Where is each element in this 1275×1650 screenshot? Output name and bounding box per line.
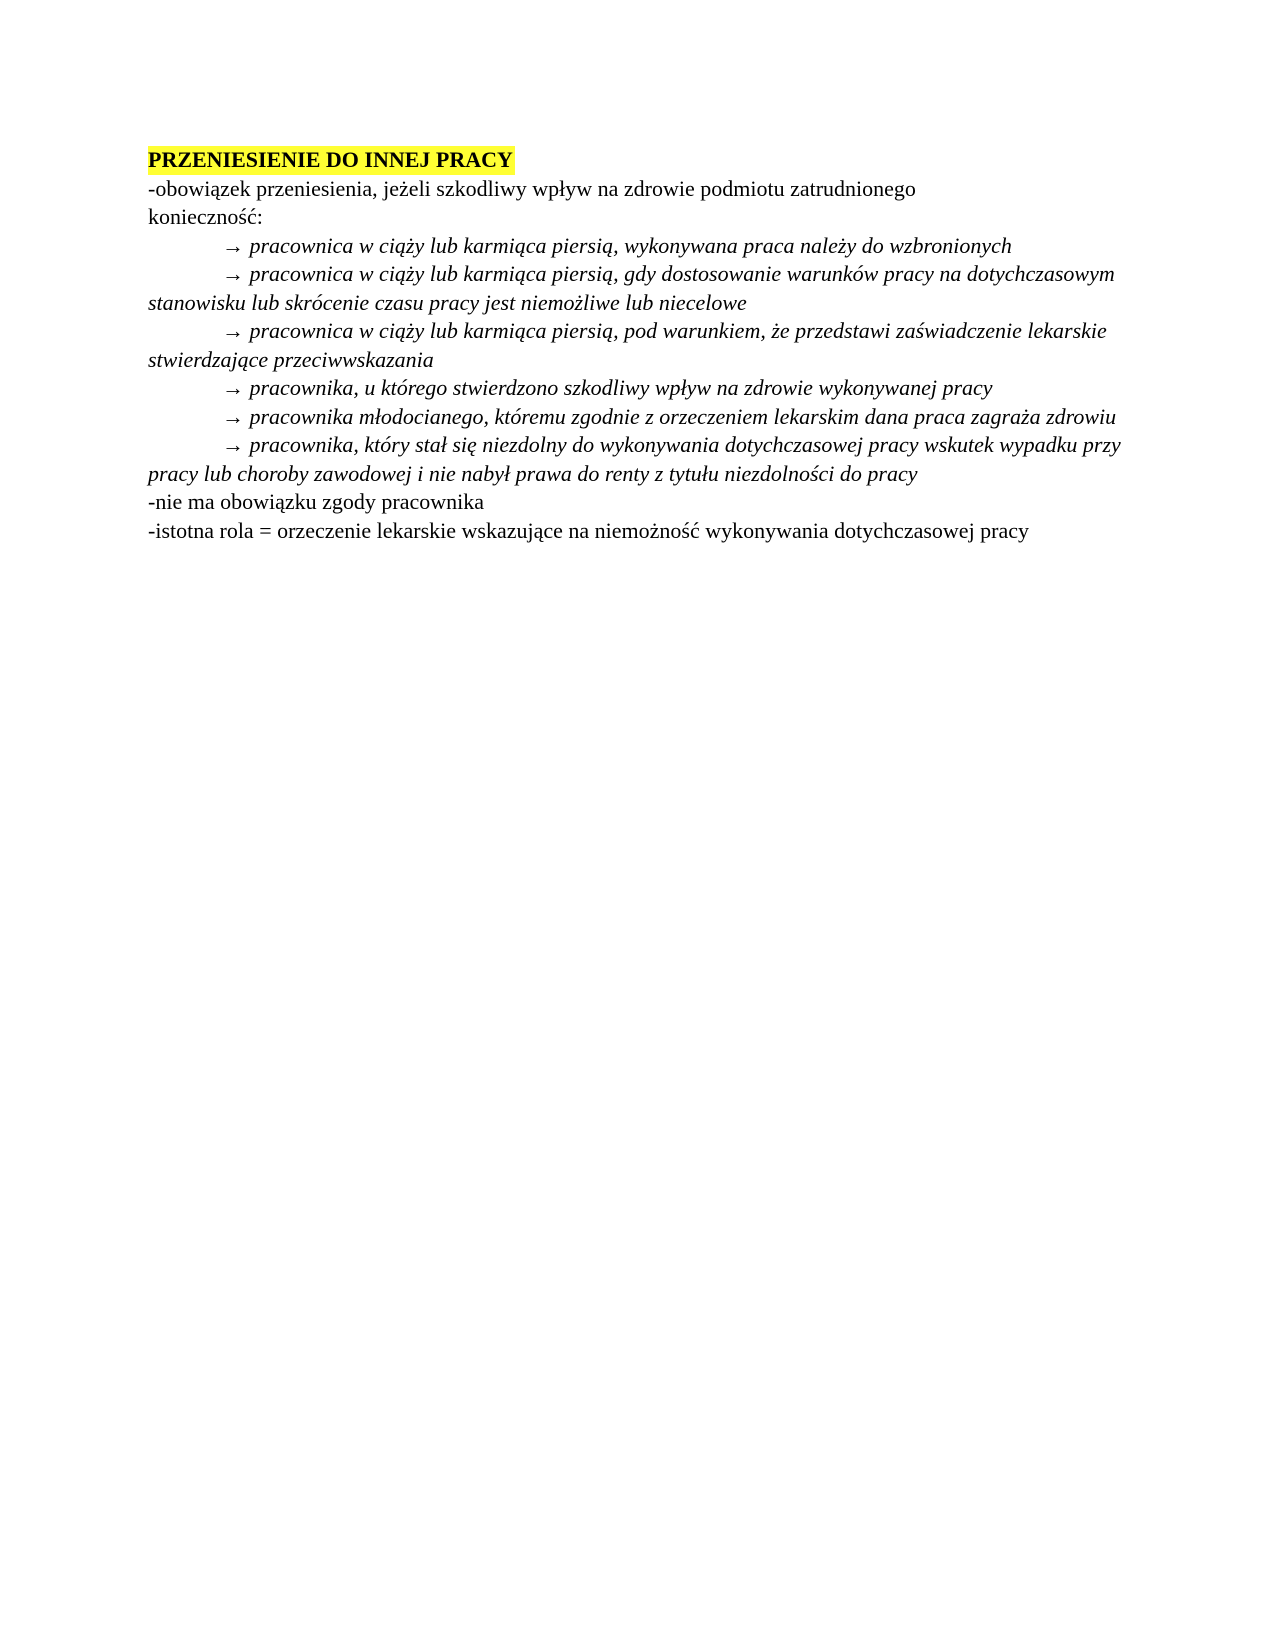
list-item-text: pracownica w ciąży lub karmiąca piersią, gdy dostosowanie warunków pracy na dotychczasowym stanowisku lub skrócenie czasu pracy jest niemożliwe lub niecelowe xyxy=(148,261,1115,315)
arrow-icon: → xyxy=(222,375,244,400)
medical-role-note: -istotna rola = orzeczenie lekarskie wskazujące na niemożność wykonywania dotychczasowej pracy xyxy=(148,517,1030,543)
list-item-text: pracownika, u którego stwierdzono szkodliwy wpływ na zdrowie wykonywanej pracy xyxy=(249,375,993,400)
list-item xyxy=(148,403,1128,432)
list-item xyxy=(148,431,1128,488)
arrow-icon: → xyxy=(222,318,244,343)
arrow-icon: → xyxy=(222,232,244,258)
list-item-text: pracownika, który stał się niezdolny do wykonywania dotychczasowej pracy wskutek wypadku przy pracy lub choroby zawodowej i nie nabył prawa do renty z tytułu niezdolności do pracy xyxy=(148,432,1121,486)
arrow-icon: → xyxy=(222,403,244,429)
list-item-text: pracownica w ciąży lub karmiąca piersią, pod warunkiem, że przedstawi zaświadczenie lekarskie stwierdzające przeciwwskazania xyxy=(148,318,1107,372)
document-title: PRZENIESIENIE DO INNEJ PRACY xyxy=(148,146,515,175)
list-item xyxy=(148,317,1128,374)
list-item xyxy=(148,232,1128,261)
consent-note: -nie ma obowiązku zgody pracownika xyxy=(148,489,484,514)
intro-paragraph: -obowiązek przeniesienia, jeżeli szkodliwy wpływ na zdrowie podmiotu zatrudnionego xyxy=(148,175,916,201)
arrow-icon: → xyxy=(222,432,244,457)
document-content xyxy=(148,146,1128,545)
list-item-text: pracownica w ciąży lub karmiąca piersią, wykonywana praca należy do wzbronionych xyxy=(249,232,1012,258)
title-line xyxy=(148,146,1128,175)
list-item xyxy=(148,260,1128,317)
necessity-label: konieczność: xyxy=(148,204,263,229)
list-item xyxy=(148,374,1128,403)
arrow-icon: → xyxy=(222,261,244,286)
list-item-text: pracownika młodocianego, któremu zgodnie z orzeczeniem lekarskim dana praca zagraża zdrowiu xyxy=(249,403,1117,429)
